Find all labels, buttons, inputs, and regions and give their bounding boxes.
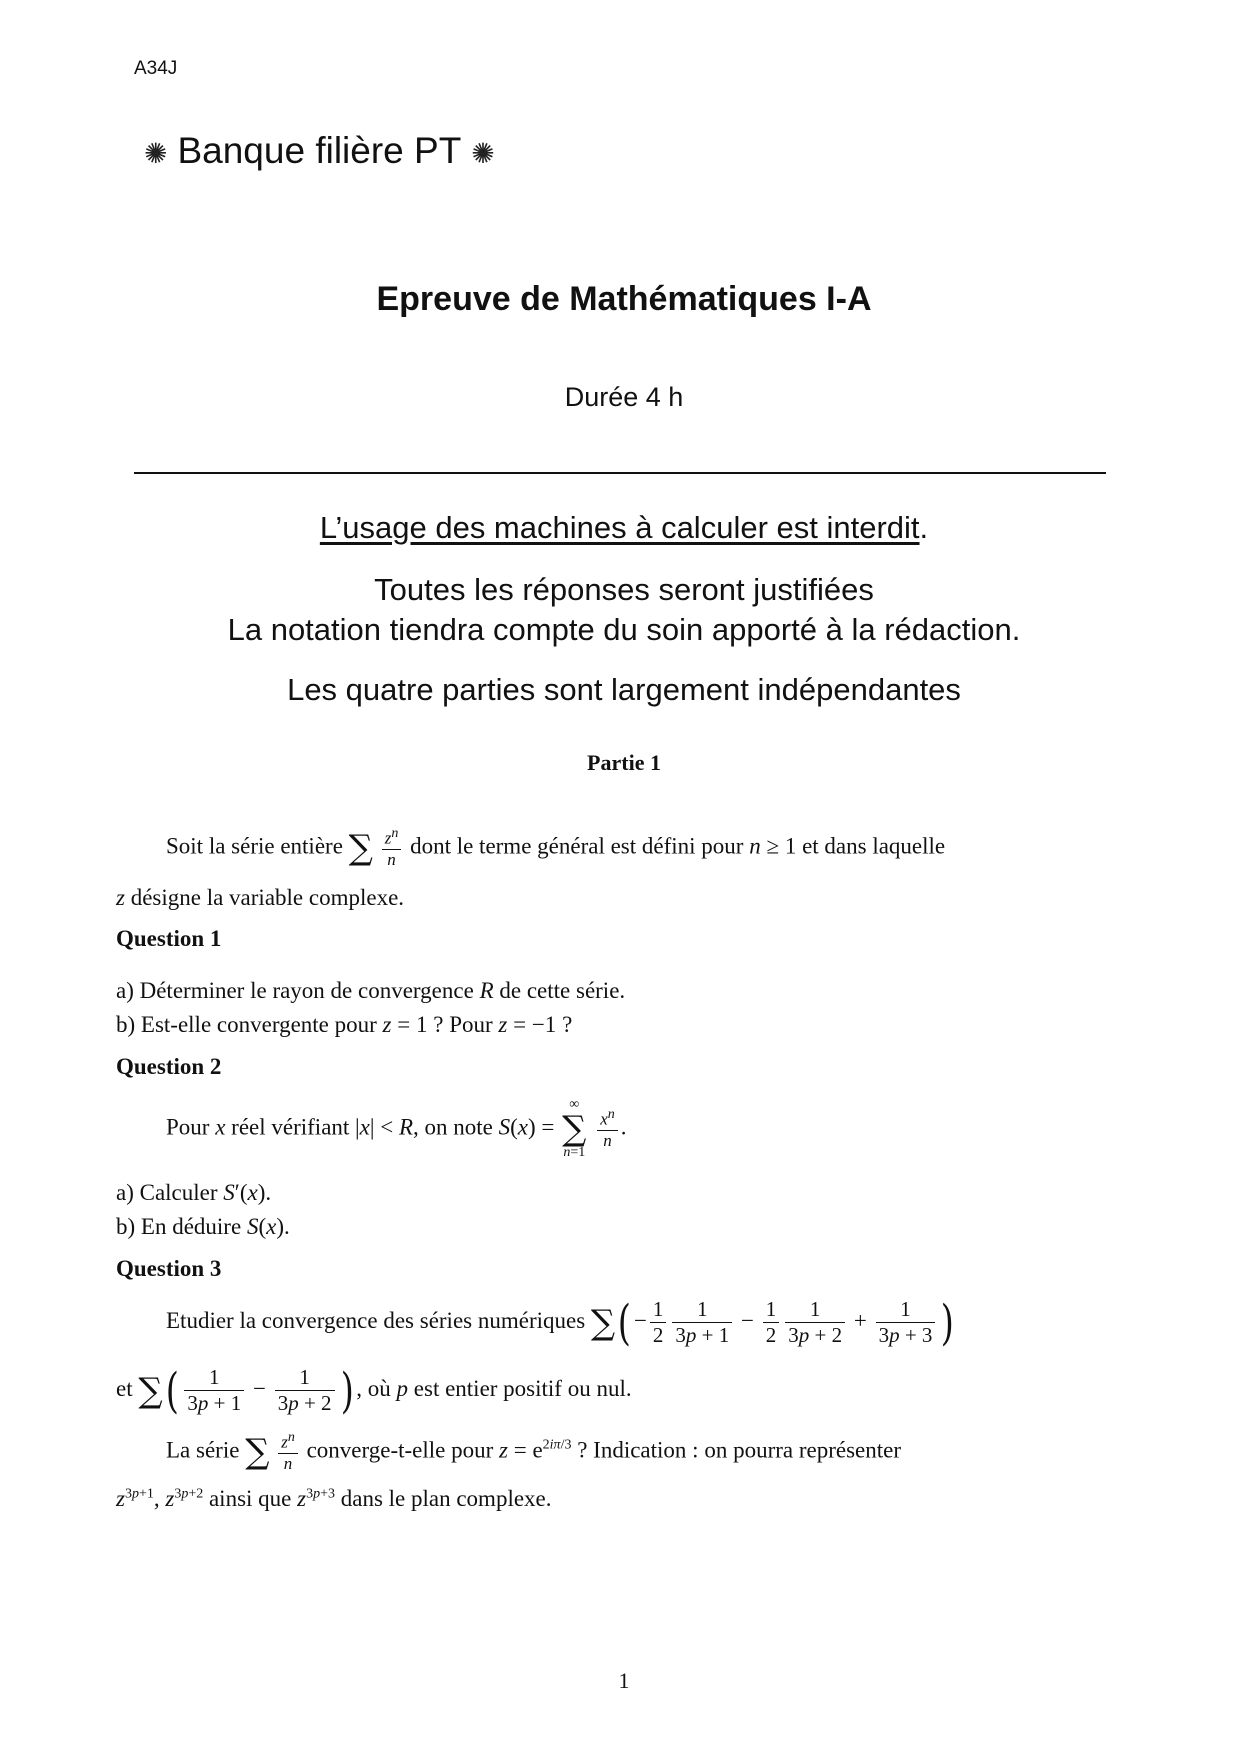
page-number: 1 (618, 1668, 630, 1693)
q3-text-d: est entier positif ou nul. (413, 1375, 632, 1401)
question-2-statement: Pour x réel vérifiant |x| < R, on note S(x) = ∞ ∑ n=1 $\frac{x^n}{n}$ . (166, 1097, 627, 1160)
q1a-text: a) Déterminer le rayon de convergence (116, 978, 474, 1003)
q3-text-c: , où (356, 1375, 391, 1401)
rule-independent: Les quatre parties sont largement indépendantes (287, 672, 961, 707)
q2b-text: b) En déduire (116, 1214, 242, 1239)
q1b-end: ? (562, 1012, 573, 1037)
exam-code: A34J (134, 58, 178, 79)
rule-redaction: La notation tiendra compte du soin apporté à la rédaction. (227, 612, 1021, 647)
question-1b: b) Est-elle convergente pour z = 1 ? Pour z = −1 ? (116, 1012, 573, 1037)
ornament-left-icon: ✺ (144, 137, 168, 169)
q1a-end: de cette série. (499, 978, 626, 1003)
calculator-warning-period: . (919, 510, 929, 545)
exam-duration: Durée 4 h (564, 382, 684, 412)
question-3-statement-3: $z^{3p+1}$, $z^{3p+2}$ ainsi que $z^{3p+3}$ dans le plan complexe. (116, 1486, 552, 1511)
question-3-heading: Question 3 (116, 1256, 222, 1281)
q3-text-g: ? Indication : on pourra représenter (577, 1437, 901, 1463)
q1b-text: b) Est-elle convergente pour (116, 1012, 377, 1037)
q3-text-i: dans le plan complexe. (340, 1486, 552, 1511)
intro-text-c: et dans laquelle (802, 833, 946, 859)
rule-justify: Toutes les réponses seront justifiées (374, 572, 874, 607)
question-1a: a) Déterminer le rayon de convergence R de cette série. (116, 978, 626, 1003)
ornament-right-icon: ✺ (471, 137, 495, 169)
q2-text-b: réel vérifiant (231, 1114, 350, 1140)
intro-line-2: z désigne la variable complexe. (116, 885, 405, 910)
question-2-heading: Question 2 (116, 1054, 222, 1079)
q3-text-a: Etudier la convergence des séries numériques (166, 1307, 586, 1333)
banner-text: Banque filière PT (177, 130, 462, 171)
horizontal-rule (134, 472, 1106, 474)
q3-text-e: La série (166, 1437, 240, 1463)
q1b-mid: ? Pour (433, 1012, 493, 1037)
question-1-heading: Question 1 (116, 926, 222, 951)
q2-text-a: Pour (166, 1114, 210, 1140)
question-3-statement-2: La série ∑ $\frac{z^n}{n}$ converge-t-elle pour $z = e^{2i\pi/3}$ ? Indication : on pourra représenter (166, 1430, 901, 1474)
q3-text-h: ainsi que (208, 1486, 292, 1511)
q3-text-f: converge-t-elle pour (306, 1437, 494, 1463)
intro-line-1: Soit la série entière ∑ $\frac{z^n}{n}$ dont le terme général est défini pour n ≥ 1 et dans laquelle (166, 826, 946, 870)
q2a-text: a) Calculer (116, 1180, 218, 1205)
exam-title: Epreuve de Mathématiques I-A (376, 280, 872, 318)
question-2b: b) En déduire S(x). (116, 1214, 290, 1239)
question-3-series-2: et ∑( $\frac{1}{3p + 1}$ − $\frac{1}{3p + 2}$ ) , où p est entier positif ou nul. (116, 1362, 632, 1419)
intro-text-b: dont le terme général est défini pour (410, 833, 744, 859)
intro-text-a: Soit la série entière (166, 833, 343, 859)
calculator-warning-text: L’usage des machines à calculer est interdit (319, 510, 920, 545)
intro-text-d: désigne la variable complexe. (130, 885, 405, 910)
question-2a: a) Calculer S′(x). (116, 1180, 272, 1205)
calculator-warning (0, 510, 1248, 546)
banner (134, 130, 505, 172)
question-3-series-1: Etudier la convergence des séries numériques ∑( − $\frac{1}{2}$ $\frac{1}{3p + 1}$ − $\frac{1}{2}$ $\frac{1}{3p + 2}$ + $\frac{1}{3p + 3}$ ) (166, 1294, 955, 1351)
q3-text-b: et (116, 1375, 133, 1401)
partie-title: Partie 1 (587, 750, 661, 775)
q2-text-c: , on note (413, 1114, 493, 1140)
